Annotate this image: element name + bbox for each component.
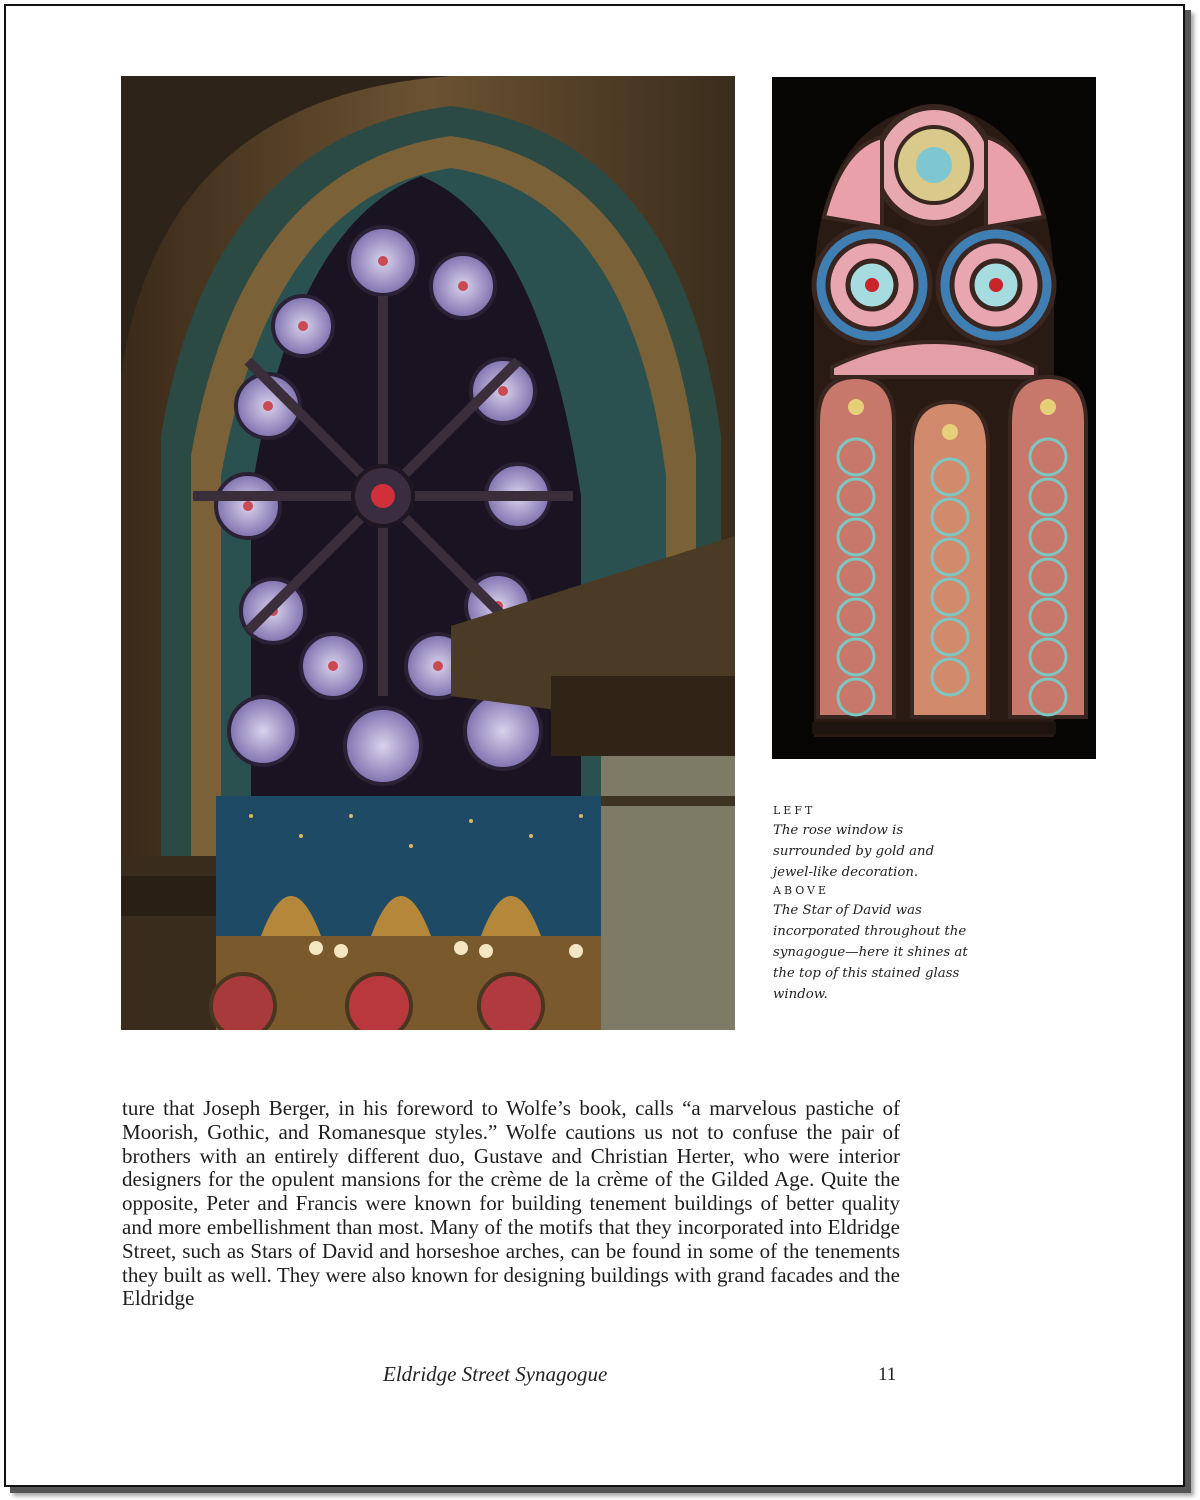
rose-window-photo xyxy=(121,76,735,1030)
caption-left-label: LEFT xyxy=(773,804,816,817)
caption-above-label: ABOVE xyxy=(773,884,830,897)
page-number: 11 xyxy=(878,1364,897,1385)
caption-left xyxy=(773,804,973,883)
caption-left-text: The rose window is surrounded by gold and jewel-like decoration. xyxy=(773,823,935,880)
stained-glass-photo xyxy=(772,77,1096,759)
running-title: Eldridge Street Synagogue xyxy=(383,1362,608,1386)
caption-above xyxy=(773,884,973,1005)
body-paragraph: ture that Joseph Berger, in his foreword to Wolfe’s book, calls “a marvelous pastiche of Moorish, Gothic, and Romanesque styles.” Wolfe cautions us not to confuse the pair of brothers with an entirely different duo, Gustave and Christian Herter, who were interior designers for the opulent mansions for the crème de la crème of the Gilded Age. Quite the opposite, Peter and Francis were known for building tenement buildings of better quality and more embellishment than most. Many of the motifs that they incorporated into Eldridge Street, such as Stars of David and horseshoe arches, can be found in some of the tenements they built as well. They were also known for designing buildings with grand facades and the Eldridge xyxy=(122,1096,900,1311)
caption-above-text: The Star of David was incorporated throughout the synagogue—here it shines at the top of this stained glass window. xyxy=(773,903,968,1002)
